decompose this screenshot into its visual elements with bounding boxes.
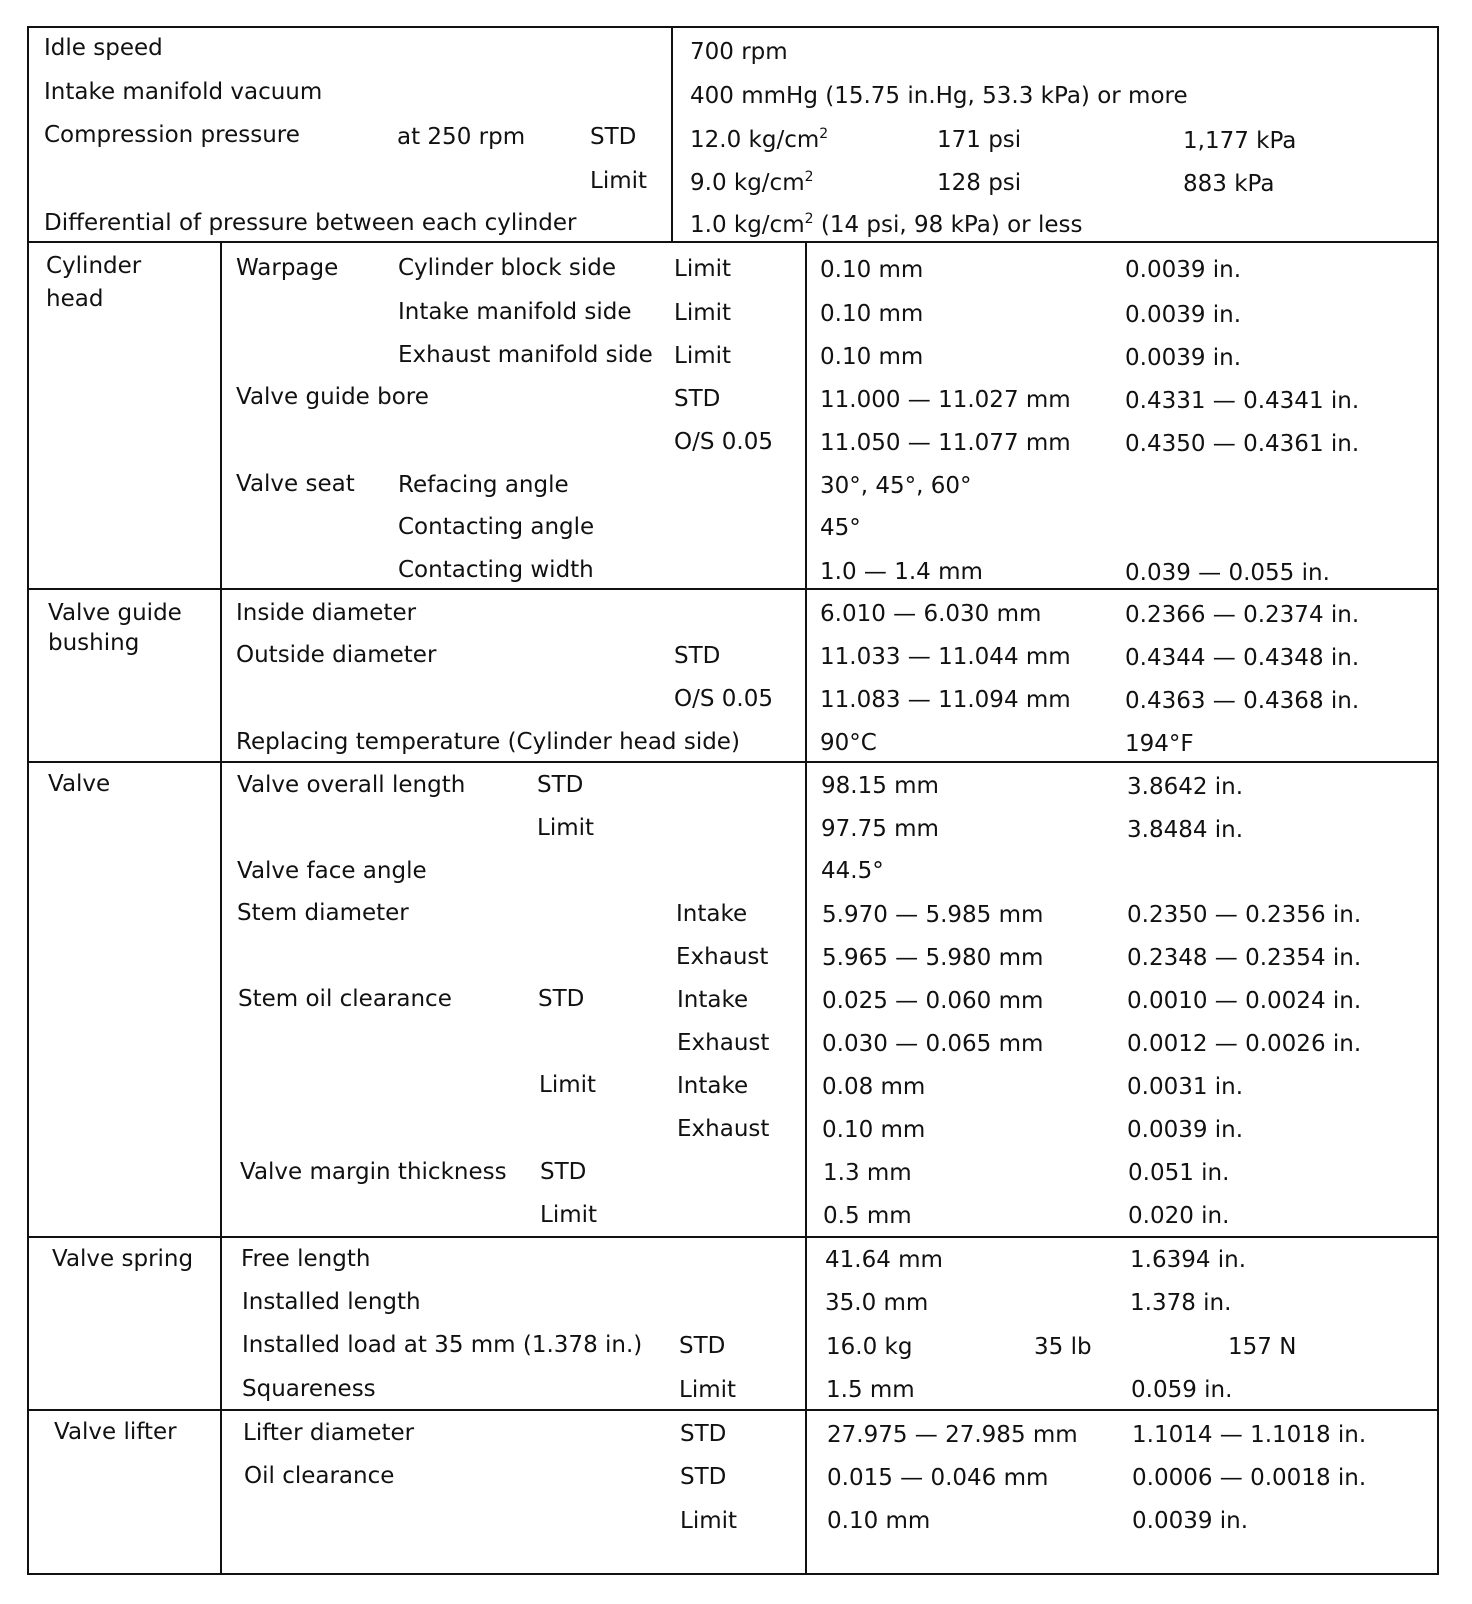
overall-std-in: 3.8642 in. — [1127, 774, 1244, 800]
free-length-label: Free length — [241, 1246, 371, 1272]
free-mm: 41.64 mm — [825, 1247, 943, 1273]
row-divider-guide — [27, 588, 1439, 590]
oil-std-ex-in: 0.0012 — 0.0026 in. — [1127, 1031, 1362, 1057]
overall-std-mm: 98.15 mm — [821, 773, 939, 799]
row-divider-top — [27, 241, 1439, 243]
compression-cond: at 250 rpm — [397, 124, 526, 150]
inside-diameter-label: Inside diameter — [236, 600, 417, 626]
overall-length-label: Valve overall length — [237, 772, 466, 798]
lifter-dia-in: 1.1014 — 1.1018 in. — [1132, 1422, 1367, 1448]
compression-limit-kg: 9.0 $kg/cm^2$ — [690, 169, 814, 196]
margin-limit-label: Limit — [540, 1202, 598, 1228]
warpage-label: Warpage — [236, 255, 339, 281]
oil-lim-intake-label: Intake — [677, 1073, 749, 1099]
oil-lim-ex-in: 0.0039 in. — [1127, 1117, 1244, 1143]
outside-std-mm: 11.033 — 11.044 mm — [820, 644, 1071, 670]
exhaust-side: Exhaust manifold side — [398, 342, 653, 368]
differential-label: Differential of pressure between each cylinder — [44, 210, 577, 236]
oil-lim-in-in: 0.0031 in. — [1127, 1074, 1244, 1100]
inside-mm: 6.010 — 6.030 mm — [820, 601, 1042, 627]
overall-lim-in: 3.8484 in. — [1127, 817, 1244, 843]
oil-limit-label: Limit — [539, 1072, 597, 1098]
oil-std-label: STD — [538, 986, 585, 1012]
guide-bushing-title-2: bushing — [48, 630, 140, 656]
overall-std-label: STD — [537, 772, 584, 798]
margin-std-mm: 1.3 mm — [823, 1160, 912, 1186]
col-divider-left — [220, 241, 222, 1575]
col-divider-right — [805, 241, 807, 1575]
free-in: 1.6394 in. — [1130, 1247, 1247, 1273]
stem-oil-label: Stem oil clearance — [238, 986, 452, 1012]
bore-os-in: 0.4350 — 0.4361 in. — [1125, 431, 1360, 457]
compression-std-kg: 12.0 $kg/cm^2$ — [690, 126, 829, 153]
warp-mm-1: 0.10 mm — [820, 257, 924, 283]
margin-lim-mm: 0.5 mm — [823, 1203, 912, 1229]
stem-intake-label: Intake — [676, 901, 748, 927]
intake-side: Intake manifold side — [398, 299, 632, 325]
clearance-lim-in: 0.0039 in. — [1132, 1508, 1249, 1534]
compression-std-kpa: 1,177 kPa — [1183, 128, 1297, 154]
load-kg: 16.0 kg — [826, 1334, 913, 1360]
compression-std-psi: 171 psi — [937, 127, 1022, 153]
oil-clearance-label: Oil clearance — [244, 1463, 395, 1489]
valve-seat-label: Valve seat — [236, 471, 355, 497]
compression-std-label: STD — [590, 124, 637, 150]
load-n: 157 N — [1228, 1334, 1297, 1360]
bore-os-mm: 11.050 — 11.077 mm — [820, 430, 1071, 456]
clearance-limit-label: Limit — [680, 1508, 738, 1534]
outside-os-in: 0.4363 — 0.4368 in. — [1125, 688, 1360, 714]
contacting-angle-value: 45° — [820, 515, 861, 541]
width-in: 0.039 — 0.055 in. — [1125, 560, 1330, 586]
contacting-width-label: Contacting width — [398, 557, 594, 583]
compression-limit-kpa: 883 kPa — [1183, 171, 1275, 197]
temp-c: 90°C — [820, 730, 877, 756]
row-divider-valve — [27, 761, 1439, 763]
outside-os-label: O/S 0.05 — [674, 686, 773, 712]
bore-std-in: 0.4331 — 0.4341 in. — [1125, 388, 1360, 414]
face-angle-value: 44.5° — [821, 858, 884, 884]
stem-exhaust-label: Exhaust — [676, 944, 769, 970]
idle-speed-value: 700 rpm — [690, 39, 788, 65]
clearance-in: 0.0006 — 0.0018 in. — [1132, 1465, 1367, 1491]
top-divider-vertical — [671, 26, 673, 242]
warp-in-1: 0.0039 in. — [1125, 257, 1242, 283]
oil-lim-in-mm: 0.08 mm — [822, 1074, 926, 1100]
row-divider-lifter — [27, 1409, 1439, 1411]
replacing-temp-label: Replacing temperature (Cylinder head side) — [236, 729, 740, 755]
refacing-label: Refacing angle — [398, 472, 569, 498]
margin-label: Valve margin thickness — [240, 1159, 507, 1185]
row-divider-spring — [27, 1236, 1439, 1238]
square-mm: 1.5 mm — [826, 1377, 915, 1403]
cylinder-head-title-2: head — [46, 286, 104, 312]
refacing-value: 30°, 45°, 60° — [820, 473, 972, 499]
vacuum-value: 400 mmHg (15.75 in.Hg, 53.3 kPa) or more — [690, 83, 1188, 109]
lifter-diameter-label: Lifter diameter — [243, 1420, 415, 1446]
valve-spring-title: Valve spring — [52, 1246, 194, 1272]
compression-limit-label: Limit — [590, 168, 648, 194]
clearance-mm: 0.015 — 0.046 mm — [827, 1465, 1049, 1491]
margin-std-in: 0.051 in. — [1128, 1160, 1230, 1186]
outside-diameter-label: Outside diameter — [236, 642, 437, 668]
inside-in: 0.2366 — 0.2374 in. — [1125, 602, 1360, 628]
overall-lim-mm: 97.75 mm — [821, 816, 939, 842]
warp-in-2: 0.0039 in. — [1125, 302, 1242, 328]
squareness-label: Squareness — [242, 1376, 376, 1402]
outside-std-label: STD — [674, 643, 721, 669]
bore-os-label: O/S 0.05 — [674, 429, 773, 455]
idle-speed-label: Idle speed — [44, 35, 163, 61]
contacting-angle-label: Contacting angle — [398, 514, 595, 540]
margin-std-label: STD — [540, 1159, 587, 1185]
load-std-label: STD — [679, 1333, 726, 1359]
bore-std-label: STD — [674, 386, 721, 412]
warp-mm-3: 0.10 mm — [820, 344, 924, 370]
overall-limit-label: Limit — [537, 815, 595, 841]
warp-limit-2: Limit — [674, 300, 732, 326]
oil-std-in-mm: 0.025 — 0.060 mm — [822, 988, 1044, 1014]
warp-limit-3: Limit — [674, 343, 732, 369]
cylinder-head-title-1: Cylinder — [46, 253, 142, 279]
oil-lim-exhaust-label: Exhaust — [677, 1116, 770, 1142]
load-lb: 35 lb — [1034, 1334, 1092, 1360]
differential-value: 1.0 $kg/cm^2$ (14 psi, 98 kPa) or less — [690, 211, 1083, 238]
oil-std-exhaust-label: Exhaust — [677, 1030, 770, 1056]
oil-std-ex-mm: 0.030 — 0.065 mm — [822, 1031, 1044, 1057]
lifter-dia-mm: 27.975 — 27.985 mm — [827, 1422, 1078, 1448]
width-mm: 1.0 — 1.4 mm — [820, 559, 983, 585]
warp-mm-2: 0.10 mm — [820, 301, 924, 327]
installed-load-label: Installed load at 35 mm (1.378 in.) — [242, 1332, 643, 1358]
clearance-std-label: STD — [680, 1464, 727, 1490]
stem-ex-mm: 5.965 — 5.980 mm — [822, 945, 1044, 971]
clearance-lim-mm: 0.10 mm — [827, 1508, 931, 1534]
oil-std-intake-label: Intake — [677, 987, 749, 1013]
valve-lifter-title: Valve lifter — [54, 1419, 177, 1445]
square-in: 0.059 in. — [1131, 1377, 1233, 1403]
stem-in-in: 0.2350 — 0.2356 in. — [1127, 902, 1362, 928]
outside-std-in: 0.4344 — 0.4348 in. — [1125, 645, 1360, 671]
stem-in-mm: 5.970 — 5.985 mm — [822, 902, 1044, 928]
oil-lim-ex-mm: 0.10 mm — [822, 1117, 926, 1143]
valve-title: Valve — [48, 771, 111, 797]
margin-lim-in: 0.020 in. — [1128, 1203, 1230, 1229]
oil-std-in-in: 0.0010 — 0.0024 in. — [1127, 988, 1362, 1014]
vacuum-label: Intake manifold vacuum — [44, 79, 323, 105]
guide-bushing-title-1: Valve guide — [48, 600, 182, 626]
installed-length-label: Installed length — [242, 1289, 421, 1315]
temp-f: 194°F — [1125, 731, 1194, 757]
cyl-block-side: Cylinder block side — [398, 255, 617, 281]
bore-std-mm: 11.000 — 11.027 mm — [820, 387, 1071, 413]
installed-in: 1.378 in. — [1130, 1290, 1232, 1316]
warp-in-3: 0.0039 in. — [1125, 345, 1242, 371]
outside-os-mm: 11.083 — 11.094 mm — [820, 687, 1071, 713]
installed-mm: 35.0 mm — [825, 1290, 929, 1316]
compression-label: Compression pressure — [44, 122, 300, 148]
stem-ex-in: 0.2348 — 0.2354 in. — [1127, 945, 1362, 971]
face-angle-label: Valve face angle — [237, 858, 427, 884]
lifter-std-label: STD — [680, 1421, 727, 1447]
compression-limit-psi: 128 psi — [937, 170, 1022, 196]
guide-bore-label: Valve guide bore — [236, 384, 429, 410]
squareness-limit-label: Limit — [679, 1377, 737, 1403]
stem-diameter-label: Stem diameter — [237, 900, 409, 926]
warp-limit-1: Limit — [674, 256, 732, 282]
